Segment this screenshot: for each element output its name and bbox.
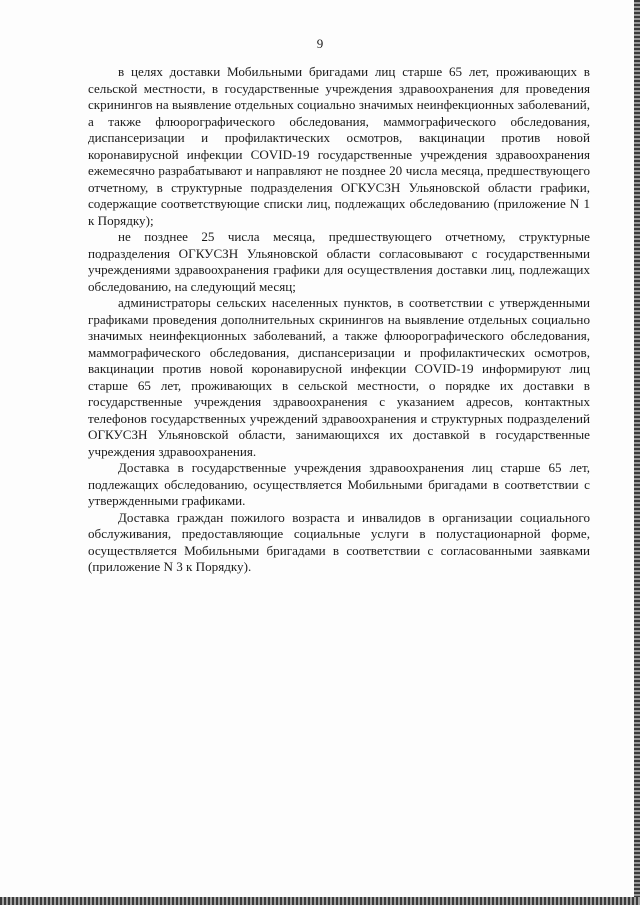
paragraph-delivery-schedules: в целях доставки Мобильными бригадами лиц старше 65 лет, проживающих в сельской местности, в государственные учреждения здравоохранения для проведения скринингов на выявление отдельных социально значимых неинфекционных заболеваний, а также флюорографического обследования, маммографического обследования, диспансеризации и профилактических осмотров, вакцинации против новой коронавирусной инфекции COVID-19 государственные учреждения здравоохранения ежемесячно разрабатывают и направляют не позднее 20 числа месяца, предшествующего отчетному, в структурные подразделения ОГКУСЗН Ульяновской области графики, содержащие соответствующие списки лиц, подлежащих обследованию (приложение N 1 к Порядку);	[88, 64, 590, 228]
paragraph-elderly-delivery: Доставка граждан пожилого возраста и инвалидов в организации социального обслуживания, предоставляющие социальные услуги в полустационарной форме, осуществляется Мобильными бригадами в соответствии с согласованными заявками (приложение N 3 к Порядку).	[88, 509, 590, 574]
document-body	[88, 64, 590, 576]
scan-edge-bottom	[0, 897, 640, 905]
page-number: 9	[316, 36, 324, 51]
paragraph-administrators-inform: администраторы сельских населенных пунктов, в соответствии с утвержденными графиками проведения дополнительных скринингов на выявление отдельных социально значимых неинфекционных заболеваний, а также флюорографического обследования, маммографического обследования, диспансеризации и профилактических осмотров, вакцинации против новой коронавирусной инфекции COVID-19 информируют лиц старше 65 лет, проживающих в сельской местности, о порядке их доставки в государственные учреждения здравоохранения с указанием адресов, контактных телефонов государственных учреждений здравоохранения и структурных подразделений ОГКУСЗН Ульяновской области, занимающихся их доставкой в государственные учреждения здравоохранения.	[88, 295, 590, 459]
paragraph-schedule-approval: не позднее 25 числа месяца, предшествующего отчетному, структурные подразделения ОГКУСЗН Ульяновской области согласовывают с государственными учреждениями здравоохранения графики для осуществления доставки лиц, подлежащих обследованию, на следующий месяц;	[88, 229, 590, 294]
scan-edge-right	[634, 0, 640, 905]
paragraph-delivery-mobile-brigades: Доставка в государственные учреждения здравоохранения лиц старше 65 лет, подлежащих обследованию, осуществляется Мобильными бригадами в соответствии с утвержденными графиками.	[88, 460, 590, 508]
